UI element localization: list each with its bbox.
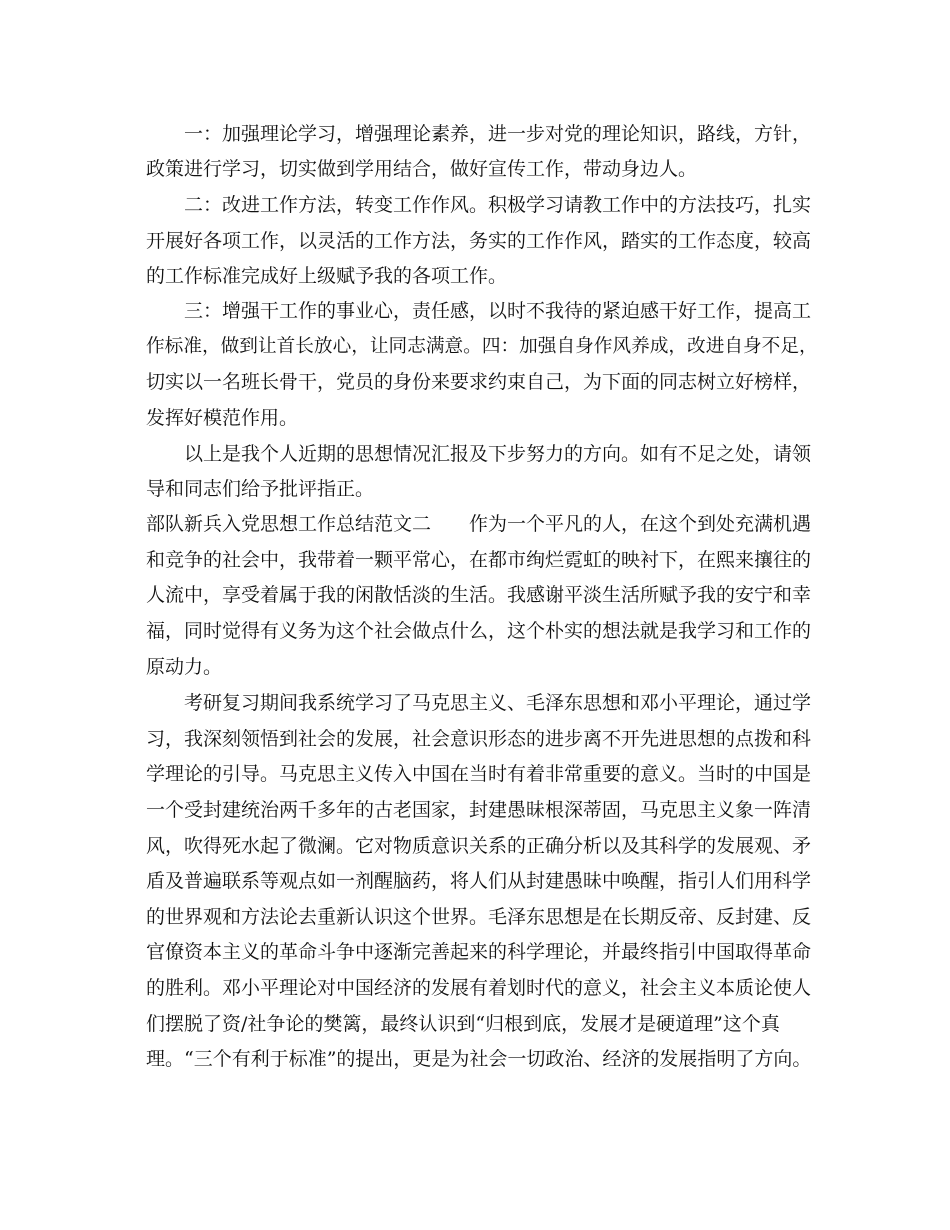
text-line: 们摆脱了资/社争论的樊篱，最终认识到“归根到底，发展才是硬道理”这个真 (146, 1013, 780, 1035)
text-line: 政策进行学习，切实做到学用结合，做好宣传工作，带动身边人。 (146, 158, 698, 180)
text-line: 习，我深刻领悟到社会的发展，社会意识形态的进步离不开先进思想的点拨和科 (146, 728, 812, 750)
text-line: 二：改进工作方法，转变工作作风。积极学习请教工作中的方法技巧，扎实 (184, 194, 812, 216)
text-line: 官僚资本主义的革命斗争中逐渐完善起来的科学理论，并最终指引中国取得革命 (146, 941, 812, 963)
text-line: 一个受封建统治两千多年的古老国家，封建愚昧根深蒂固，马克思主义象一阵清 (146, 799, 812, 821)
text-line: 发挥好模范作用。 (146, 407, 299, 429)
text-line: 三：增强干工作的事业心，责任感，以时不我待的紧迫感干好工作，提高工 (184, 300, 812, 322)
text-line: 以上是我个人近期的思想情况汇报及下步努力的方向。如有不足之处，请领 (184, 443, 812, 465)
text-line: 的世界观和方法论去重新认识这个世界。毛泽东思想是在长期反帝、反封建、反 (146, 906, 812, 928)
text-line: 导和同志们给予批评指正。 (146, 478, 375, 500)
text-line: 福，同时觉得有义务为这个社会做点什么，这个朴实的想法就是我学习和工作的 (146, 620, 812, 642)
text-line: 原动力。 (146, 656, 223, 678)
text-line: 一：加强理论学习，增强理论素养，进一步对党的理论知识，路线，方针， (184, 123, 812, 145)
text-line: 盾及普遍联系等观点如一剂醒脑药，将人们从封建愚昧中唤醒，指引人们用科学 (146, 870, 812, 892)
text-line: 考研复习期间我系统学习了马克思主义、毛泽东思想和邓小平理论，通过学 (184, 692, 812, 714)
text-line: 人流中，享受着属于我的闲散恬淡的生活。我感谢平淡生活所赋予我的安宁和幸 (146, 584, 812, 606)
text-line: 和竞争的社会中，我带着一颗平常心，在都市绚烂霓虹的映衬下，在熙来攘往的 (146, 549, 812, 571)
text-line: 风，吹得死水起了微澜。它对物质意识关系的正确分析以及其科学的发展观、矛 (146, 835, 812, 857)
text-line: 的工作标准完成好上级赋予我的各项工作。 (146, 265, 508, 287)
text-line: 开展好各项工作，以灵活的工作方法，务实的工作作风，踏实的工作态度，较高 (146, 230, 812, 252)
text-line: 的胜利。邓小平理论对中国经济的发展有着划时代的意义，社会主义本质论使人 (146, 977, 812, 999)
text-line: 理。“三个有利于标准”的提出，更是为社会一切政治、经济的发展指明了方向。 (146, 1048, 812, 1070)
text-line: 切实以一名班长骨干，党员的身份来要求约束自己，为下面的同志树立好榜样， (146, 371, 812, 393)
text-line: 学理论的引导。马克思主义传入中国在当时有着非常重要的意义。当时的中国是 (146, 763, 812, 785)
text-line: 部队新兵入党思想工作总结范文二 作为一个平凡的人，在这个到处充满机遇 (146, 513, 812, 535)
text-line: 作标准，做到让首长放心，让同志满意。四：加强自身作风养成，改进自身不足， (146, 336, 818, 357)
